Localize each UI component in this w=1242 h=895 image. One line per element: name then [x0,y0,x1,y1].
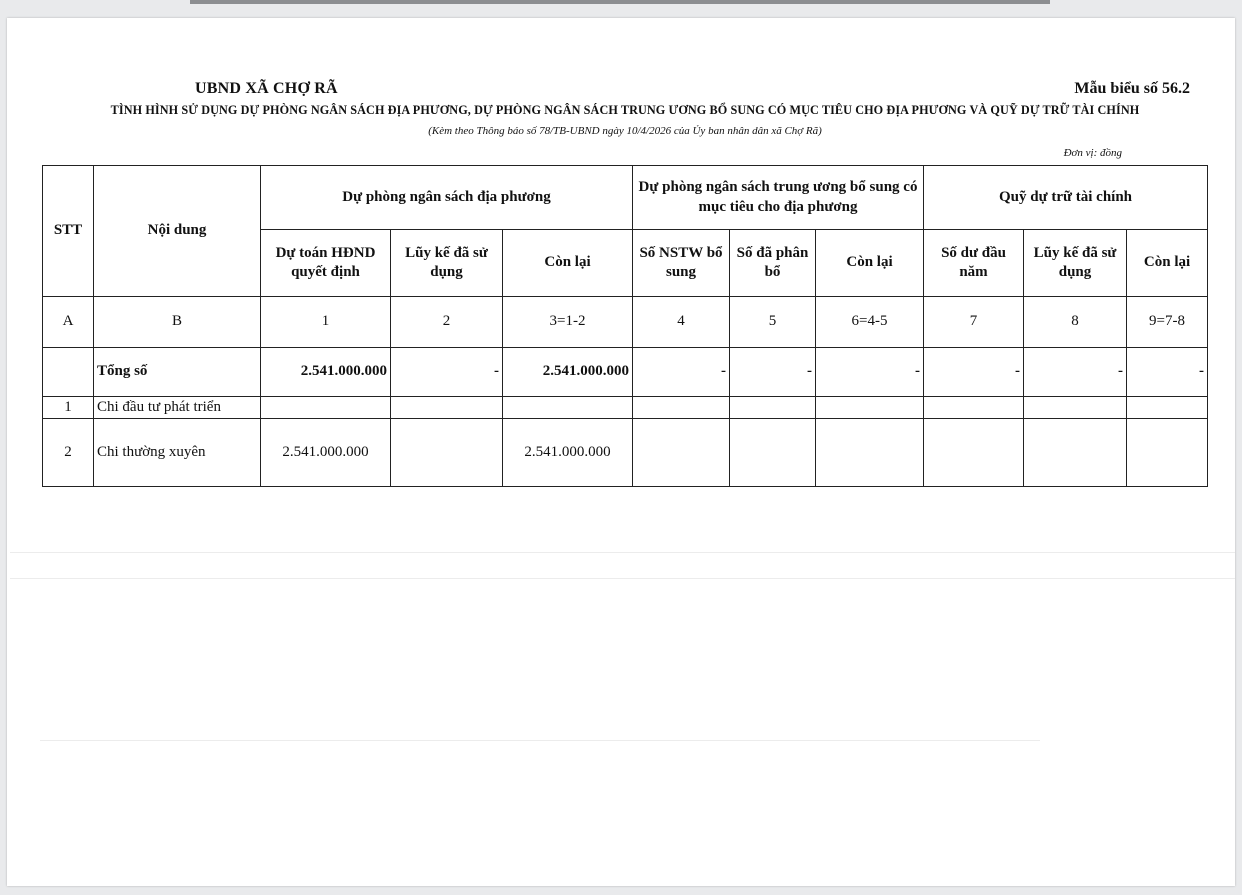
header-group-local-reserve: Dự phòng ngân sách địa phương [261,166,633,230]
header-col: Lũy kế đã sử dụng [391,230,503,297]
row-cell: 2.541.000.000 [503,419,633,487]
row-cell [924,419,1024,487]
row-cell [730,419,816,487]
row-cell [391,397,503,419]
row-stt: 1 [43,397,94,419]
total-row [43,348,1208,397]
scan-fold-line [40,740,1040,741]
index-cell: 1 [261,297,391,348]
total-cell: 2.541.000.000 [261,348,391,397]
scan-fold-line [10,552,1235,553]
top-edge-bar [190,0,1050,4]
document-subtitle: (Kèm theo Thông báo số 78/TB-UBND ngày 10/4/2026 của Ủy ban nhân dân xã Chợ Rã) [428,125,822,137]
header-content: Nội dung [94,166,261,297]
header-col: Số dư đầu năm [924,230,1024,297]
table-row [43,397,1208,419]
index-cell: 5 [730,297,816,348]
total-cell: - [816,348,924,397]
header-row-1 [43,166,1208,230]
total-cell: - [633,348,730,397]
row-cell: 2.541.000.000 [261,419,391,487]
header-group-financial-reserve: Quỹ dự trữ tài chính [924,166,1208,230]
table-row [43,419,1208,487]
index-cell: A [43,297,94,348]
row-cell [1127,419,1208,487]
row-cell [633,397,730,419]
row-content: Chi đầu tư phát triển [94,397,261,419]
row-cell [1024,419,1127,487]
form-number: Mẫu biểu số 56.2 [1074,80,1190,97]
row-cell [391,419,503,487]
index-cell: 4 [633,297,730,348]
header-col: Dự toán HĐND quyết định [261,230,391,297]
total-cell: 2.541.000.000 [503,348,633,397]
total-cell: - [730,348,816,397]
row-cell [1127,397,1208,419]
header-col: Còn lại [816,230,924,297]
index-cell: 7 [924,297,1024,348]
organization-name: UBND XÃ CHỢ RÃ [195,80,338,97]
total-cell: - [1024,348,1127,397]
index-cell: 2 [391,297,503,348]
row-cell [924,397,1024,419]
total-cell: - [924,348,1024,397]
header-col: Còn lại [503,230,633,297]
row-cell [816,397,924,419]
row-cell [730,397,816,419]
scan-fold-line [10,578,1235,579]
total-label: Tổng số [94,348,261,397]
row-cell [1024,397,1127,419]
row-cell [633,419,730,487]
index-cell: B [94,297,261,348]
index-cell: 3=1-2 [503,297,633,348]
total-cell: - [1127,348,1208,397]
index-cell: 9=7-8 [1127,297,1208,348]
row-cell [503,397,633,419]
total-cell [43,348,94,397]
budget-table [42,165,1208,487]
total-cell: - [391,348,503,397]
index-row [43,297,1208,348]
document-title: TÌNH HÌNH SỬ DỤNG DỰ PHÒNG NGÂN SÁCH ĐỊA PHƯƠNG, DỰ PHÒNG NGÂN SÁCH TRUNG ƯƠNG BỔ SUNG CÓ MỤC TIÊU CHO ĐỊA PHƯƠNG VÀ QUỸ DỰ TRỮ TÀI CHÍNH [110,103,1140,117]
row-content: Chi thường xuyên [94,419,261,487]
header-col: Số đã phân bổ [730,230,816,297]
header-col: Số NSTW bổ sung [633,230,730,297]
header-group-central-reserve: Dự phòng ngân sách trung ương bổ sung có mục tiêu cho địa phương [633,166,924,230]
row-cell [816,419,924,487]
index-cell: 6=4-5 [816,297,924,348]
index-cell: 8 [1024,297,1127,348]
row-stt: 2 [43,419,94,487]
row-cell [261,397,391,419]
header-stt: STT [43,166,94,297]
header-col: Còn lại [1127,230,1208,297]
header-col: Lũy kế đã sử dụng [1024,230,1127,297]
unit-label: Đơn vị: đồng [1063,147,1122,159]
